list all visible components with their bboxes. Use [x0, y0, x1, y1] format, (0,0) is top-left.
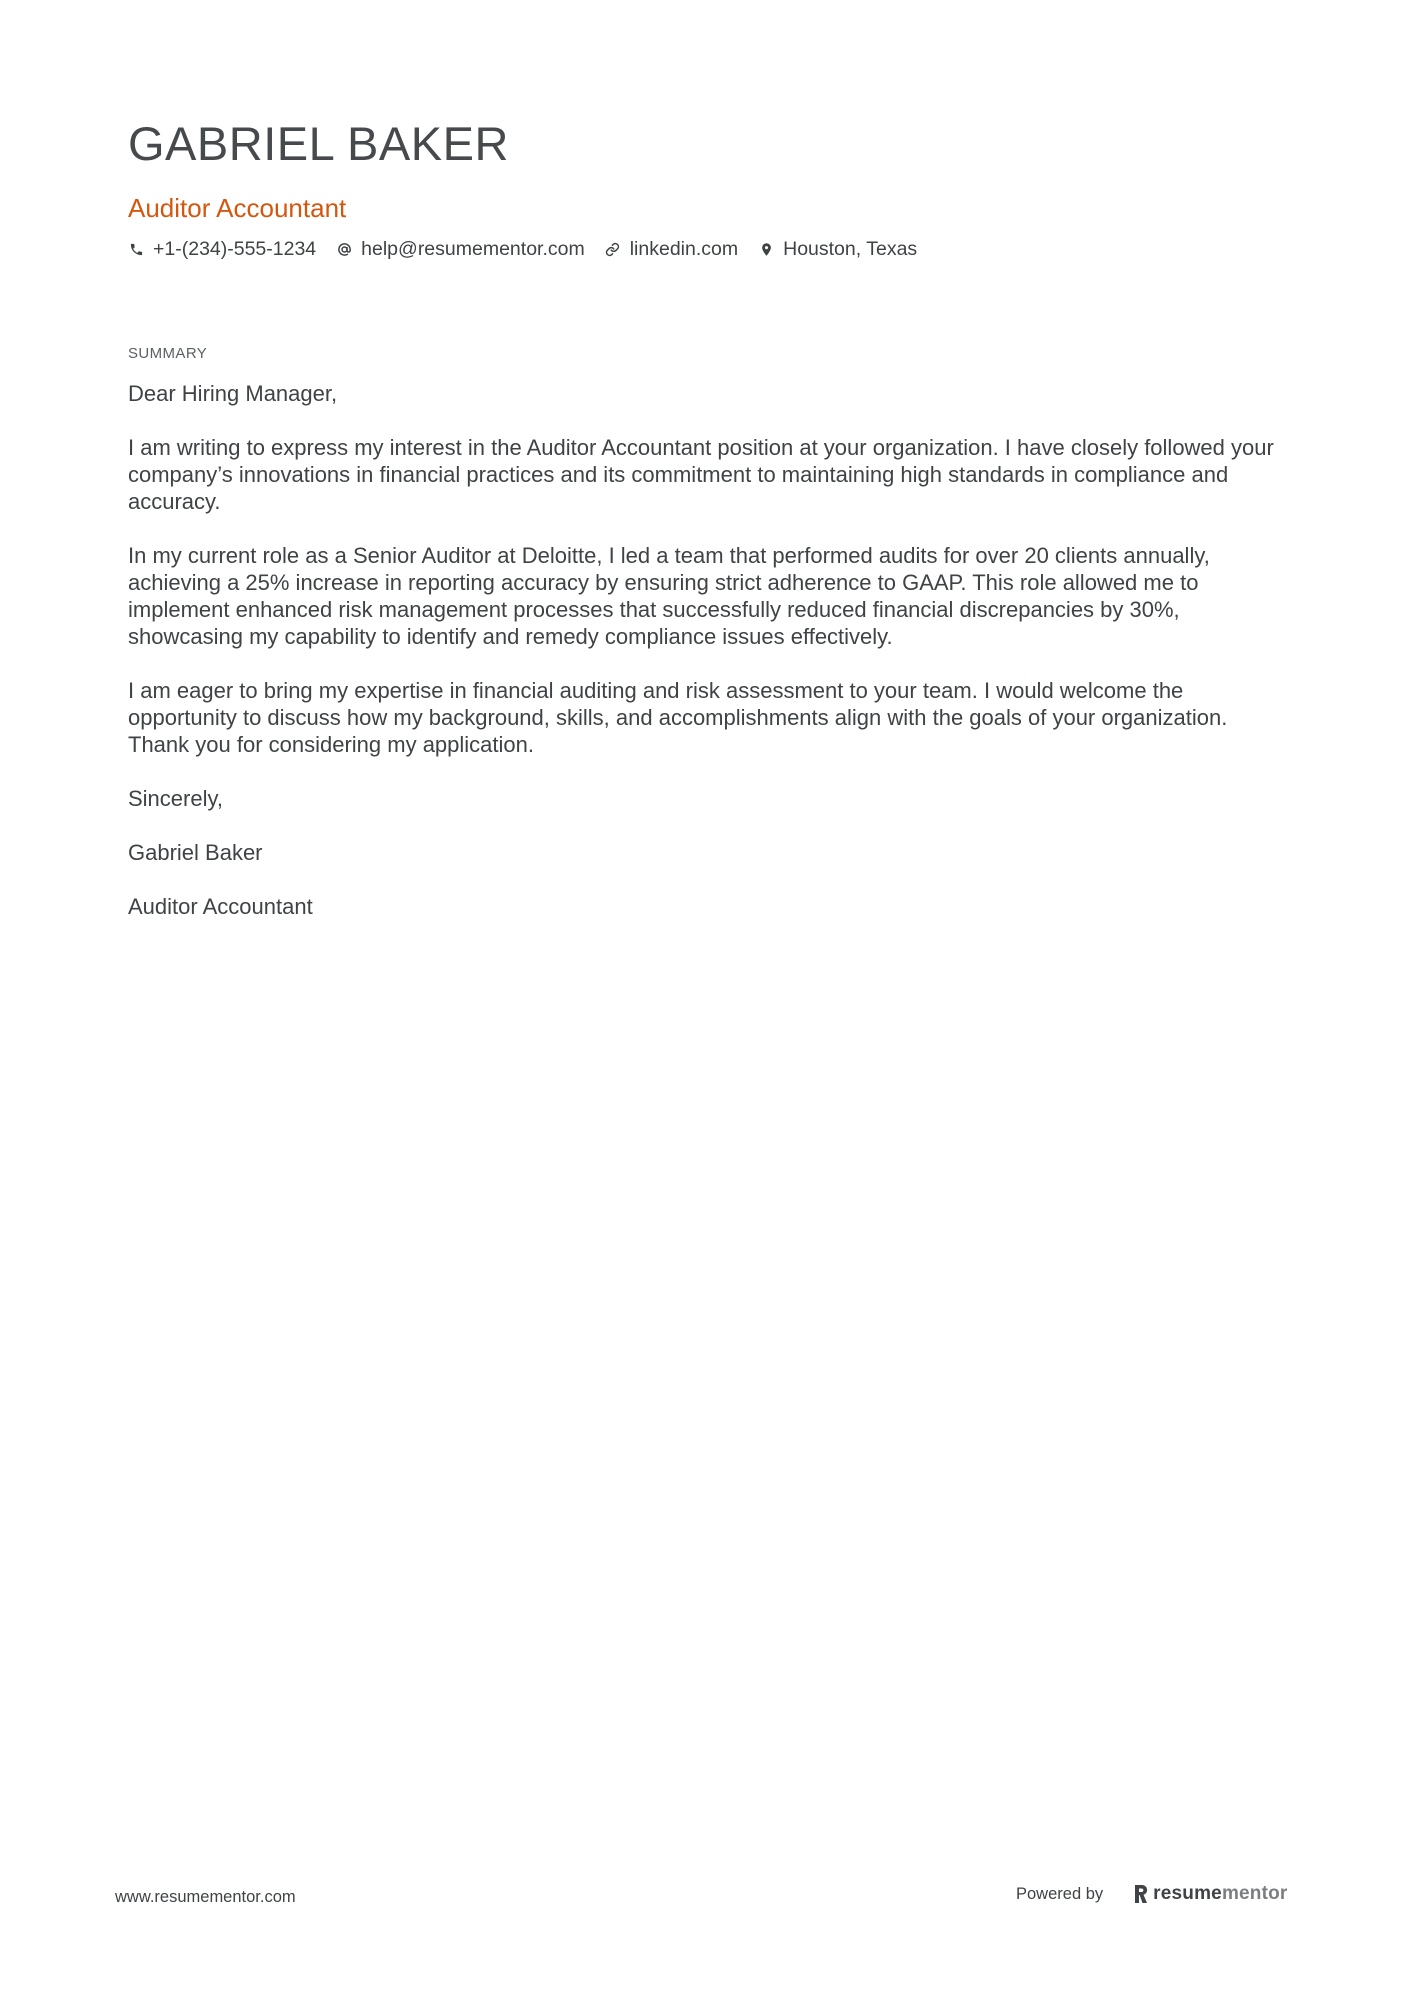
location-text: Houston, Texas: [783, 238, 918, 260]
contact-bar: [128, 236, 1288, 262]
signature-name: Gabriel Baker: [128, 840, 263, 865]
phone-text: +1-(234)-555-1234: [153, 238, 317, 260]
candidate-name: GABRIEL BAKER: [128, 117, 509, 170]
letter-paragraph-2: In my current role as a Senior Auditor at Deloitte, I led a team that performed audits for over 20 clients annually, achieving a 25% increase in reporting accuracy by ensuring strict adherence to GAAP. This role allowed me to implement enhanced risk management processes that successfully reduced financial discrepancies by 30%, showcasing my capability to identify and remedy compliance issues effectively.: [128, 543, 1210, 649]
footer-powered-by: [1016, 1883, 1288, 1905]
phone-icon: [128, 241, 144, 257]
candidate-title: Auditor Accountant: [128, 193, 347, 223]
powered-by-text: Powered by: [1016, 1884, 1104, 1903]
contact-phone: [128, 236, 316, 262]
email-icon: [336, 241, 352, 257]
footer-website-link[interactable]: www.resumementor.com: [115, 1888, 296, 1906]
brand-logo-link[interactable]: [1133, 1883, 1287, 1905]
letter-paragraph-3: I am eager to bring my expertise in financial auditing and risk assessment to your team. I would welcome the opportunity to discuss how my background, skills, and accomplishments align with the goals of your organization. Thank you for considering my application.: [128, 678, 1228, 757]
brand-name-part2: mentor: [1221, 1883, 1288, 1904]
cover-letter-page: [128, 112, 1288, 947]
contact-email[interactable]: [336, 236, 585, 262]
link-icon: [605, 241, 621, 257]
signature-title: Auditor Accountant: [128, 894, 313, 919]
brand-name-part1: resume: [1153, 1883, 1222, 1904]
website-text: linkedin.com: [629, 238, 739, 260]
letter-closing: Sincerely,: [128, 786, 223, 811]
letter-body: [128, 380, 1288, 920]
letter-greeting: Dear Hiring Manager,: [128, 381, 338, 406]
resumementor-logo-icon: [1133, 1884, 1149, 1904]
letter-paragraph-1: I am writing to express my interest in the Auditor Accountant position at your organization. I have closely followed your company’s innovations in financial practices and its commitment to maintaining high standards in compliance and accuracy.: [128, 435, 1274, 514]
section-heading-summary: SUMMARY: [128, 345, 208, 362]
contact-location: [758, 236, 917, 262]
location-icon: [758, 241, 774, 257]
contact-website[interactable]: [605, 236, 738, 262]
email-text: help@resumementor.com: [361, 238, 585, 260]
